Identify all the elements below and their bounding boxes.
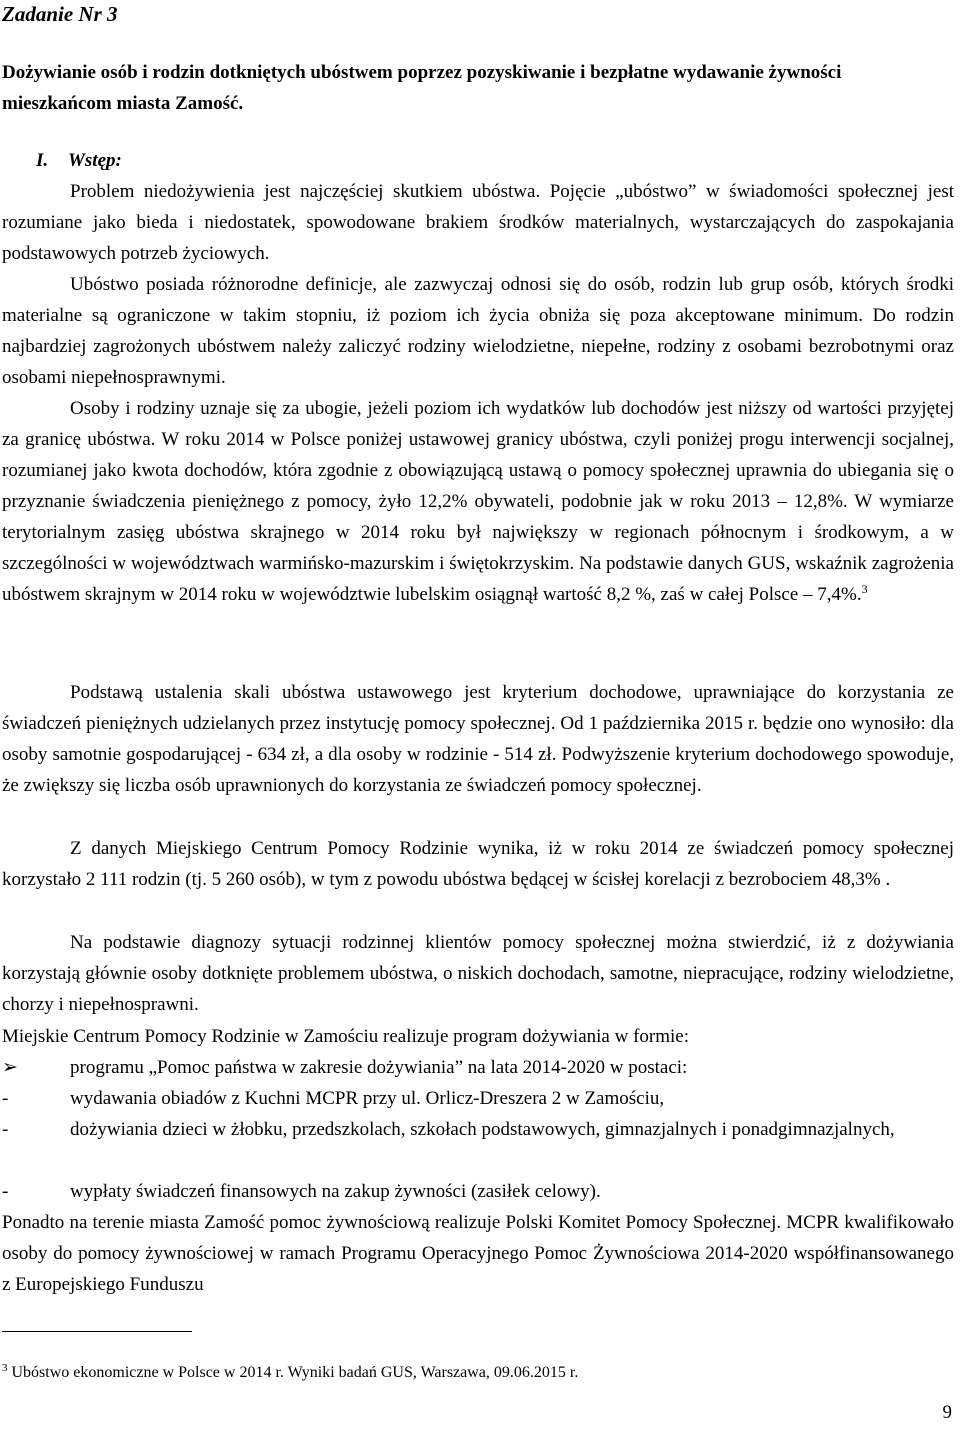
page-number: 9 <box>942 1402 952 1423</box>
paragraph-1-rest: Pojęcie „ubóstwo” w świadomości społecznej jest rozumiane jako bieda i niedostatek, spowodowane brakiem środków materialnych, wystarczających do zaspokajania podstawowych potrzeb życiowych. <box>2 181 954 264</box>
paragraph-5: Z danych Miejskiego Centrum Pomocy Rodzinie wynika, iż w roku 2014 ze świadczeń pomocy społecznej korzystało 2 111 rodzin (tj. 5 260 osób), w tym z powodu ubóstwa będącej w ścisłej korelacji z bezrobociem 48,3% . <box>2 838 954 890</box>
footnote-text: Ubóstwo ekonomiczne w Polsce w 2014 r. Wyniki badań GUS, Warszawa, 09.06.2015 r. <box>11 1364 579 1381</box>
list-item <box>2 1176 954 1207</box>
section-heading <box>2 145 122 176</box>
list-item-text: dożywiania dzieci w żłobku, przedszkolach, szkołach podstawowych, gimnazjalnych i ponadgimnazjalnych, <box>70 1119 895 1140</box>
list-item-arrow <box>2 1052 954 1083</box>
list-item-arrow-text: programu „Pomoc państwa w zakresie dożywiania” na lata 2014-2020 w postaci: <box>70 1057 688 1078</box>
footnote <box>2 1362 578 1384</box>
paragraph-2: Ubóstwo posiada różnorodne definicje, ale zazwyczaj odnosi się do osób, rodzin lub grup osób, których środki materialne są ograniczone w takim stopniu, iż poziom ich życia obniża się poza akceptowane minimum. Do rodzin najbardziej zagrożonych ubóstwem należy zaliczyć rodziny wielodzietne, niepełne, rodziny z osobami bezrobotnymi oraz osobami niepełnosprawnymi. <box>2 274 954 388</box>
list-item-text: wydawania obiadów z Kuchni MCPR przy ul. Orlicz-Dreszera 2 w Zamościu, <box>70 1088 665 1109</box>
footnote-reference: 3 <box>861 582 868 596</box>
paragraph-4: Podstawą ustalenia skali ubóstwa ustawowego jest kryterium dochodowe, uprawniające do korzystania ze świadczeń pieniężnych udzielanych przez instytucję pomocy społecznej. Od 1 października 2015 r. będzie ono wynosiło: dla osoby samotnie gospodarującej - 634 zł, a dla osoby w rodzinie - 514 zł. Podwyższenie kryterium dochodowego spowoduje, że zwiększy się liczba osób uprawnionych do korzystania ze świadczeń pomocy społecznej. <box>2 682 954 796</box>
page-heading: Zadanie Nr 3 <box>2 2 118 26</box>
list-item <box>2 1083 954 1114</box>
footnote-separator <box>2 1331 192 1332</box>
footnote-number: 3 <box>2 1362 8 1374</box>
dash-bullet: - <box>2 1119 9 1140</box>
list-item-text: wypłaty świadczeń finansowych na zakup żywności (zasiłek celowy). <box>70 1181 601 1202</box>
paragraph-3-text: Osoby i rodziny uznaje się za ubogie, jeżeli poziom ich wydatków lub dochodów jest niższy od wartości przyjętej za granicę ubóstwa. W roku 2014 w Polsce poniżej ustawowej granicy ubóstwa, czyli poniżej progu interwencji socjalnej, rozumianej jako kwota dochodów, która zgodnie z obowiązującą ustawą o pomocy społecznej uprawnia do ubiegania się o przyznanie świadczenia pieniężnego z pomocy, żyło 12,2% obywateli, podobnie jak w roku 2013 – 12,8%. W wymiarze terytorialnym zasięg ubóstwa skrajnego w 2014 roku był największy w regionach północnym i środkowym, a w szczególności w województwach warmińsko-mazurskim i świętokrzyskim. Na podstawie danych GUS, wskaźnik zagrożenia ubóstwem skrajnym w 2014 roku w województwie lubelskim osiągnął wartość 8,2 %, zaś w całej Polsce – 7,4%. <box>2 398 954 605</box>
dash-bullet: - <box>2 1088 9 1109</box>
paragraph-7: Miejskie Centrum Pomocy Rodzinie w Zamościu realizuje program dożywiania w formie: <box>2 1026 689 1047</box>
paragraph-1-first: Problem niedożywienia jest najczęściej skutkiem ubóstwa. <box>70 181 541 202</box>
paragraph-8: Ponadto na terenie miasta Zamość pomoc żywnościową realizuje Polski Komitet Pomocy Społecznej. MCPR kwalifikowało osoby do pomocy żywnościowej w ramach Programu Operacyjnego Pomoc Żywnościowa 2014-2020 współfinansowanego z Europejskiego Funduszu <box>2 1212 954 1295</box>
section-title: Wstęp: <box>68 150 122 171</box>
paragraph-6: Na podstawie diagnozy sytuacji rodzinnej klientów pomocy społecznej można stwierdzić, iż z dożywiania korzystają głównie osoby dotknięte problemem ubóstwa, o niskich dochodach, samotne, niepracujące, rodziny wielodzietne, chorzy i niepełnosprawni. <box>2 932 954 1015</box>
dash-bullet: - <box>2 1181 9 1202</box>
paragraph-1 <box>2 176 954 269</box>
task-title: Dożywianie osób i rodzin dotkniętych ubóstwem poprzez pozyskiwanie i bezpłatne wydawanie żywności mieszkańcom miasta Zamość. <box>2 62 842 114</box>
paragraph-3 <box>2 393 954 610</box>
list-item <box>2 1114 954 1145</box>
section-number: I. <box>36 150 49 171</box>
arrow-bullet-icon: ➢ <box>2 1057 18 1078</box>
